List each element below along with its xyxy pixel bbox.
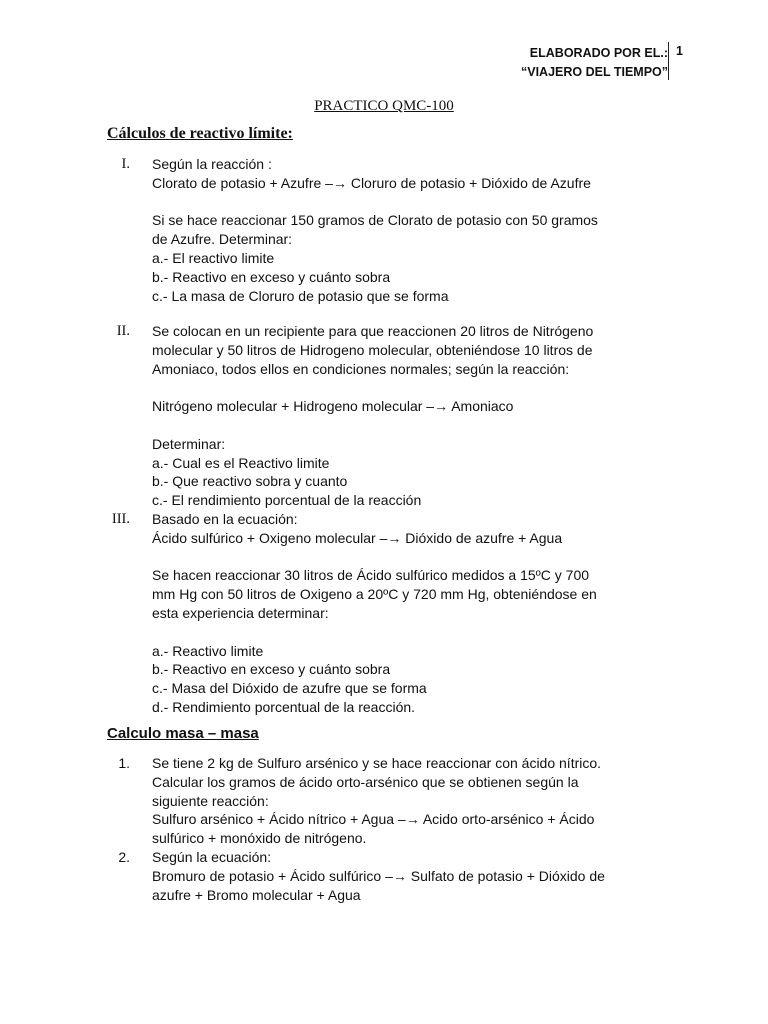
text-line: esta experiencia determinar: [152,604,329,621]
text-line: azufre + Bromo molecular + Agua [152,886,361,903]
text-line: Ácido sulfúrico + Oxigeno molecular –→ Dióxido de azufre + Agua [152,529,563,546]
text-line: Calcular los gramos de ácido orto-arsénico que se obtienen según la [152,773,579,790]
section-title-reactivo-limite: Cálculos de reactivo límite: [107,125,293,142]
text-line: Según la reacción : [152,156,272,172]
text-line: sulfúrico + monóxido de nitrógeno. [152,830,367,847]
text-line [152,623,664,642]
text-line: d.- Rendimiento porcentual de la reacción. [152,698,416,715]
exercise-marker: II. [116,323,130,339]
text-line: b.- Reactivo en exceso y cuánto sobra [152,268,391,285]
text-line: c.- El rendimiento porcentual de la reacción [152,492,422,509]
exercise-marker: 1. [118,755,130,771]
exercise-text [152,322,664,510]
exercise-marker: I. [121,156,130,172]
text-line: de Azufre. Determinar: [152,231,293,248]
text-line: b.- Que reactivo sobra y cuanto [152,473,348,490]
text-line [152,193,664,212]
text-line: b.- Reactivo en exceso y cuánto sobra [152,661,391,678]
text-line: c.- La masa de Cloruro de potasio que se forma [152,287,449,304]
text-line: Se hacen reaccionar 30 litros de Ácido sulfúrico medidos a 15ºC y 700 [152,567,590,584]
text-line: mm Hg con 50 litros de Oxigeno a 20ºC y 720 mm Hg, obteniéndose en [152,586,597,603]
exercise-text [152,155,664,305]
text-line: Bromuro de potasio + Ácido sulfúrico –→ Sulfato de potasio + Dióxido de [152,867,605,884]
text-line: Según la ecuación: [152,849,272,865]
author-name: “VIAJERO DEL TIEMPO” [520,65,668,79]
text-line: Amoniaco, todos ellos en condiciones normales; según la reacción: [152,360,570,377]
text-line: Basado en la ecuación: [152,511,298,527]
page-header [521,44,668,82]
text-line [152,378,664,397]
text-line: a.- El reactivo limite [152,249,275,266]
text-line: Nitrógeno molecular + Hidrogeno molecular –→ Amoniaco [152,398,514,415]
exercise-marker: 2. [118,849,130,865]
exercise-text [152,848,664,904]
page-number: 1 [676,44,683,58]
section-title-masa-masa: Calculo masa – masa [107,725,259,742]
exercise-marker: III. [111,511,130,527]
text-line: Si se hace reaccionar 150 gramos de Clorato de potasio con 50 gramos [152,212,598,229]
text-line: c.- Masa del Dióxido de azufre que se forma [152,680,427,697]
text-line [152,416,664,435]
text-line: a.- Cual es el Reactivo limite [152,454,330,471]
exercise-text [152,754,664,848]
text-line: Clorato de potasio + Azufre –→ Cloruro de potasio + Dióxido de Azufre [152,174,591,191]
text-line: Se tiene 2 kg de Sulfuro arsénico y se hace reaccionar con ácido nítrico. [152,755,602,771]
text-line [152,548,664,567]
header-divider [668,42,669,80]
text-line: molecular y 50 litros de Hidrogeno molecular, obteniéndose 10 litros de [152,341,593,358]
exercise-text [152,510,664,717]
author-label: ELABORADO POR EL.: [529,46,668,60]
text-line: Determinar: [152,435,226,452]
text-line: Se colocan en un recipiente para que reaccionen 20 litros de Nitrógeno [152,323,594,339]
document-title: PRACTICO QMC-100 [314,98,454,114]
text-line: siguiente reacción: [152,792,269,809]
text-line: a.- Reactivo limite [152,642,264,659]
text-line: Sulfuro arsénico + Ácido nítrico + Agua –→ Acido orto-arsénico + Ácido [152,811,595,828]
